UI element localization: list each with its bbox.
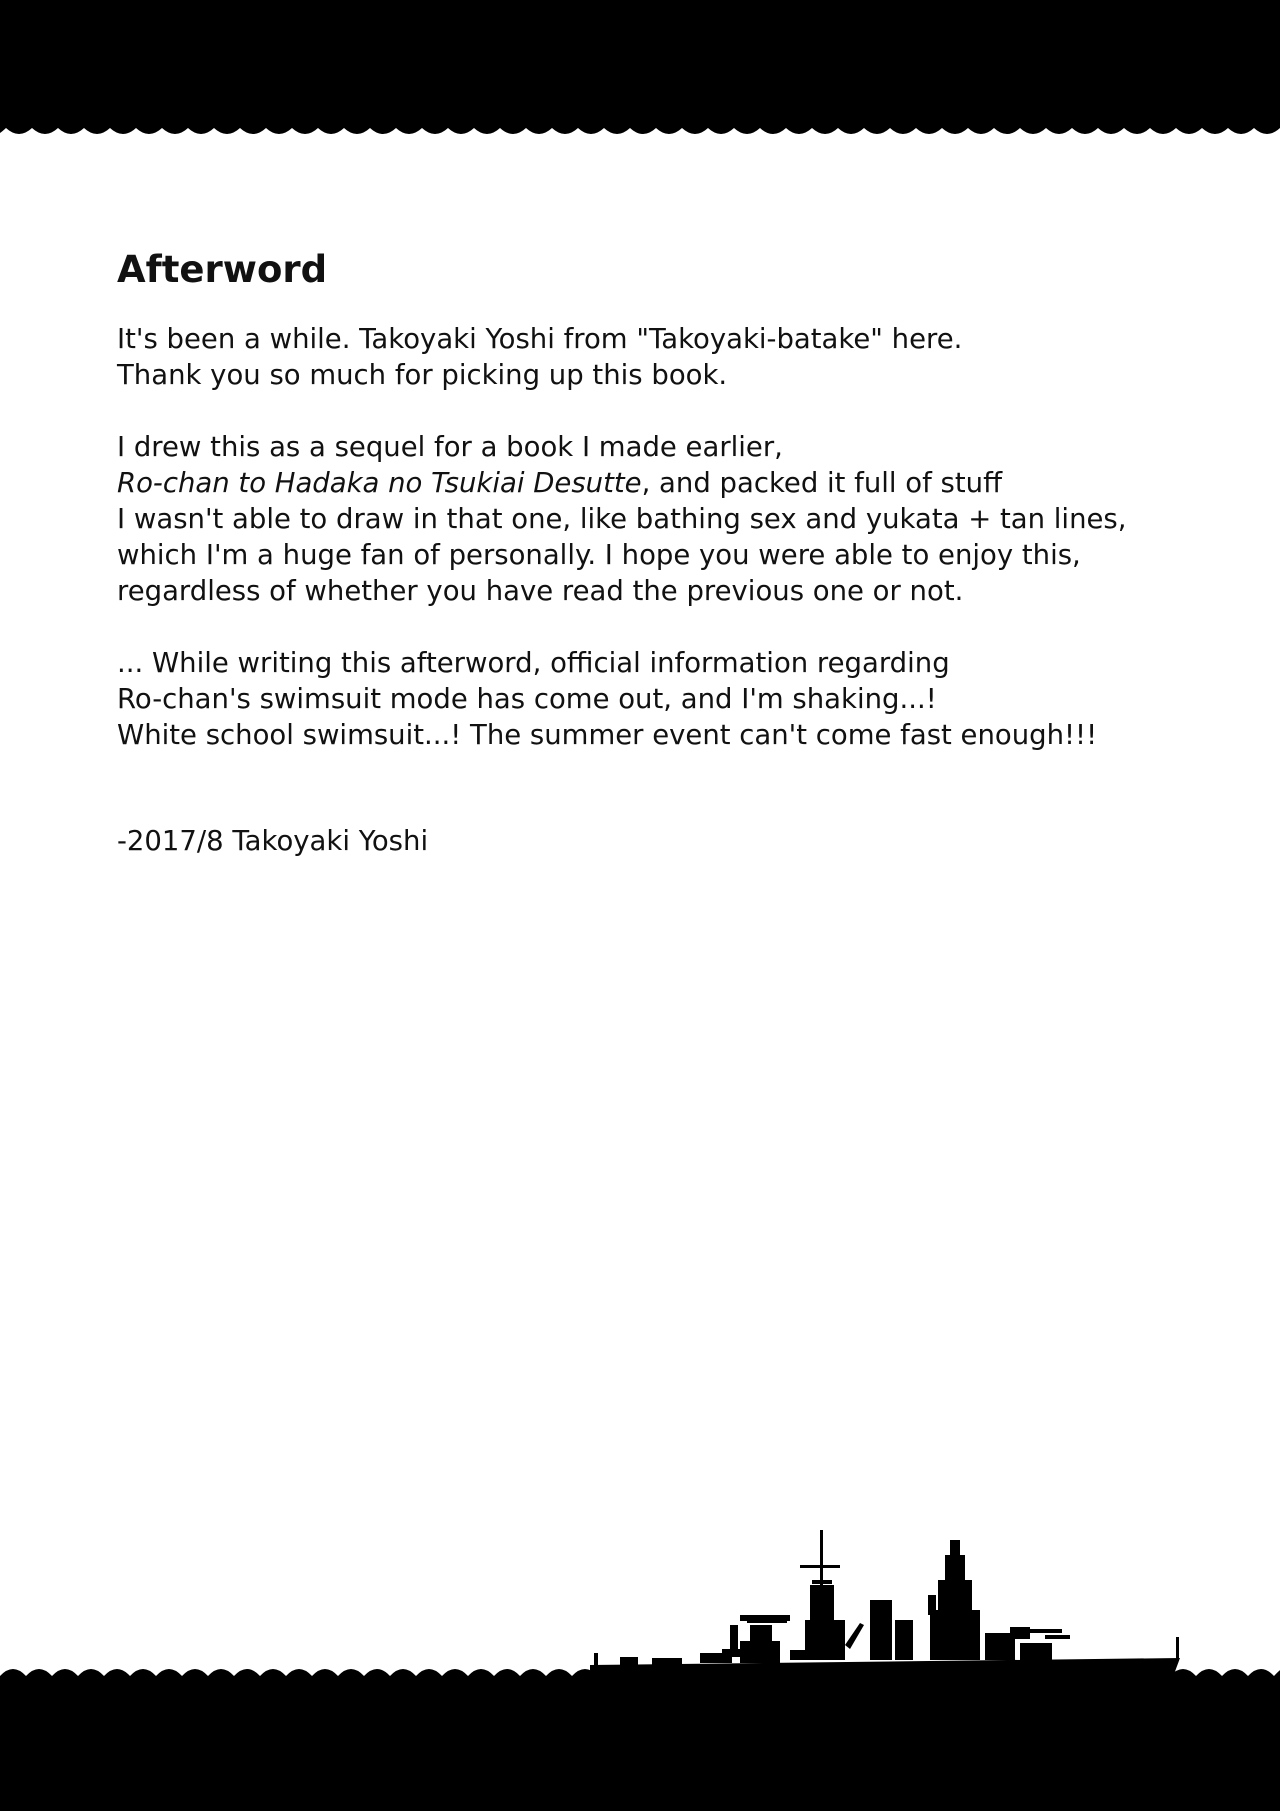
afterword-text <box>117 245 1197 859</box>
text-line <box>117 465 1197 501</box>
text-line: I drew this as a sequel for a book I made earlier, <box>117 431 783 463</box>
text-line: Thank you so much for picking up this book. <box>117 359 728 391</box>
signature: -2017/8 Takoyaki Yoshi <box>117 825 429 857</box>
paragraph-sequel <box>117 429 1197 609</box>
text-line: regardless of whether you have read the previous one or not. <box>117 575 964 607</box>
text-line: ... While writing this afterword, official information regarding <box>117 647 950 679</box>
book-title: Ro-chan to Hadaka no Tsukiai Desutte <box>117 467 642 499</box>
bottom-wave-border <box>0 1640 1280 1811</box>
text-line: White school swimsuit...! The summer event can't come fast enough!!! <box>117 719 1098 751</box>
text-line: Ro-chan's swimsuit mode has come out, and I'm shaking...! <box>117 683 937 715</box>
text-line: It's been a while. Takoyaki Yoshi from "Takoyaki-batake" here. <box>117 323 963 355</box>
text-line: I wasn't able to draw in that one, like bathing sex and yukata + tan lines, <box>117 503 1127 535</box>
top-wave-border <box>0 0 1280 150</box>
paragraph-swimsuit <box>117 645 1197 753</box>
text-line: which I'm a huge fan of personally. I hope you were able to enjoy this, <box>117 539 1081 571</box>
text-fragment: , and packed it full of stuff <box>641 467 1003 499</box>
page-title: Afterword <box>117 248 328 291</box>
paragraph-greeting <box>117 321 1197 393</box>
